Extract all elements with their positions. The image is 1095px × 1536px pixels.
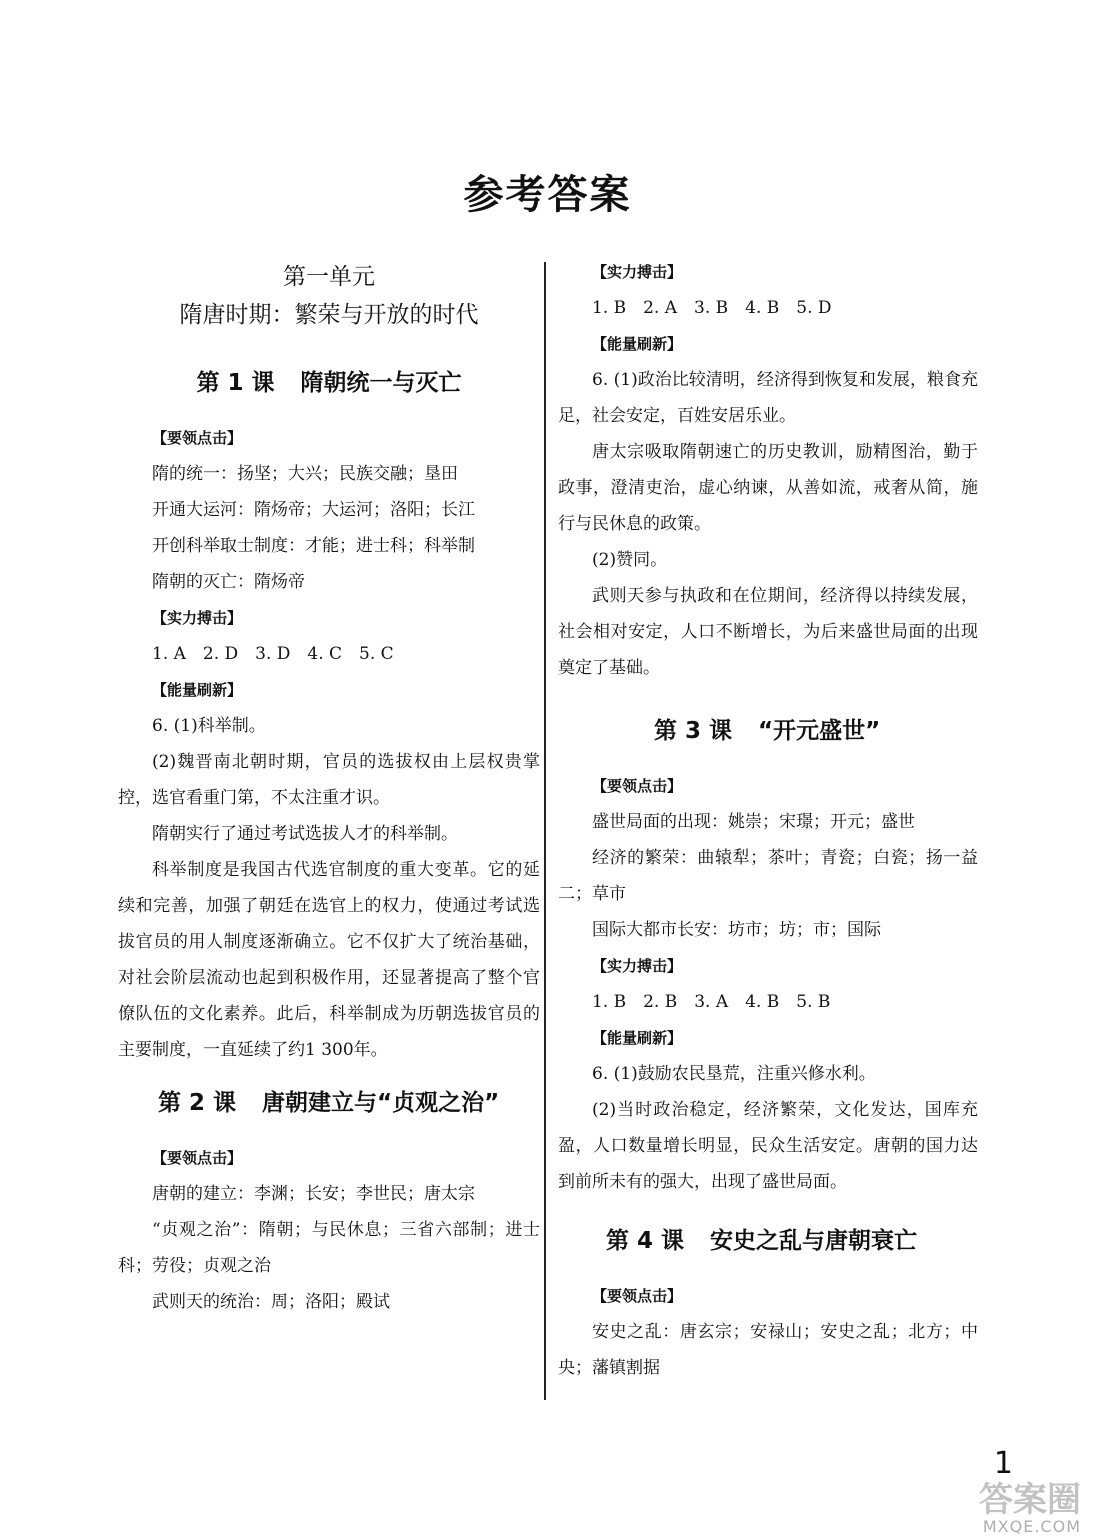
answer-paragraph: 6. (1)政治比较清明，经济得到恢复和发展，粮食充足，社会安定，百姓安居乐业。 [558,370,978,426]
lesson-1-heading [118,368,540,398]
right-column [558,254,978,1386]
section-tag: 【要领点击】 [592,777,683,795]
answer-line: 6. (1)科举制。 [152,716,266,736]
section-tag: 【实力搏击】 [152,609,243,627]
watermark [911,1482,1081,1536]
choice-answers: 1. B 2. A 3. B 4. B 5. D [592,298,832,318]
lesson-3-heading [558,716,978,746]
watermark-logo: 答案圈 [979,1480,1081,1520]
lesson-2-heading [118,1088,540,1118]
answer-paragraph: 武则天参与执政和在位期间，经济得以持续发展，社会相对安定，人口不断增长，为后来盛世局面的出现奠定了基础。 [558,586,978,678]
section-tag: 【要领点击】 [592,1287,683,1305]
lesson-number: 第 4 课 [606,1228,685,1254]
choice-answers: 1. A 2. D 3. D 4. C 5. C [152,644,394,664]
lesson-title: 隋朝统一与灭亡 [300,370,462,396]
answer-paragraph: 6. (1)鼓励农民垦荒，注重兴修水利。 [592,1064,876,1084]
answer-line: 隋的统一：扬坚；大兴；民族交融；垦田 [152,464,458,484]
section-tag: 【实力搏击】 [592,263,683,281]
section-tag: 【能量刷新】 [592,335,683,353]
page-number: 1 [993,1446,1013,1481]
answer-line: 武则天的统治：周；洛阳；殿试 [152,1292,390,1312]
unit-subtitle: 隋唐时期：繁荣与开放的时代 [179,302,479,328]
answer-paragraph: (2)赞同。 [592,550,668,570]
answer-line: 唐朝的建立：李渊；长安；李世民；唐太宗 [152,1184,475,1204]
page-title: 参考答案 [463,172,632,218]
lesson-title: 唐朝建立与“贞观之治” [262,1090,500,1116]
section-tag: 【要领点击】 [152,1149,243,1167]
answer-paragraph: (2)当时政治稳定，经济繁荣，文化发达，国库充盈，人口数量增长明显，民众生活安定。唐朝的国力达到前所未有的强大，出现了盛世局面。 [558,1100,978,1192]
unit-title: 第一单元 [283,264,375,290]
lesson-number: 第 3 课 [654,718,733,744]
answer-line: 开创科举取士制度：才能；进士科；科举制 [152,536,475,556]
lesson-number: 第 2 课 [158,1090,237,1116]
answer-paragraph: 唐太宗吸取隋朝速亡的历史教训，励精图治，勤于政事，澄清吏治，虚心纳谏，从善如流，戒奢从简，施行与民休息的政策。 [558,442,978,534]
answer-line: 盛世局面的出现：姚崇；宋璟；开元；盛世 [592,812,915,832]
section-tag: 【实力搏击】 [592,957,683,975]
answer-paragraph: 经济的繁荣：曲辕犁；茶叶；青瓷；白瓷；扬一益二；草市 [558,848,978,904]
section-tag: 【要领点击】 [152,429,243,447]
answer-line: 隋朝的灭亡：隋炀帝 [152,572,305,592]
choice-answers: 1. B 2. B 3. A 4. B 5. B [592,992,831,1012]
answer-line: 国际大都市长安：坊市；坊；市；国际 [592,920,881,940]
lesson-4-heading [558,1226,978,1256]
section-tag: 【能量刷新】 [592,1029,683,1047]
lesson-number: 第 1 课 [196,370,275,396]
lesson-title: “开元盛世” [758,718,881,744]
left-column [118,258,540,1320]
column-divider [544,262,546,1400]
answer-paragraph: 安史之乱：唐玄宗；安禄山；安史之乱；北方；中央；藩镇割据 [558,1322,978,1378]
answer-line: 开通大运河：隋炀帝；大运河；洛阳；长江 [152,500,475,520]
answer-paragraph: 隋朝实行了通过考试选拔人才的科举制。 [152,824,458,844]
answer-paragraph: (2)魏晋南北朝时期，官员的选拔权由上层权贵掌控，选官看重门第，不太注重才识。 [118,752,540,808]
lesson-title: 安史之乱与唐朝衰亡 [710,1228,918,1254]
answer-paragraph: “贞观之治”：隋朝；与民休息；三省六部制；进士科；劳役；贞观之治 [118,1220,540,1276]
answer-paragraph: 科举制度是我国古代选官制度的重大变革。它的延续和完善，加强了朝廷在选官上的权力，使通过考试选拔官员的用人制度逐渐确立。它不仅扩大了统治基础，对社会阶层流动也起到积极作用，还显著提高了整个官僚队伍的文化素养。此后，科举制成为历朝选拔官员的主要制度，一直延续了约1 300年。 [118,860,540,1060]
section-tag: 【能量刷新】 [152,681,243,699]
watermark-site: MXQE.COM [982,1517,1081,1536]
